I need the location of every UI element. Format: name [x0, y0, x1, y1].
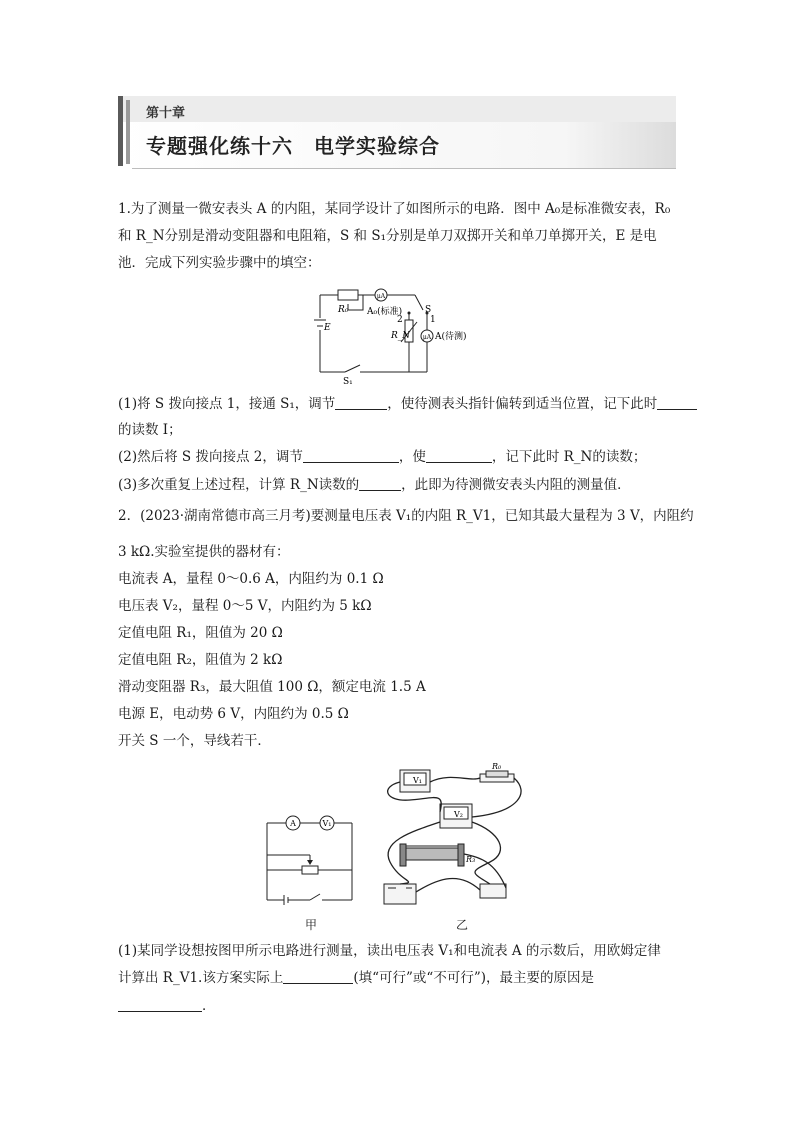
q1-line1: 1.为了测量一微安表头 A 的内阻，某同学设计了如图所示的电路．图中 A₀是标准微安表，R₀	[118, 201, 671, 217]
jia-voltmeter-symbol: V₁	[322, 819, 332, 828]
q2-sub1-end: ．	[202, 998, 216, 1014]
q1-step3-text-b: ，此即为待测微安表头内阻的测量值．	[401, 477, 631, 493]
header-divider	[132, 168, 676, 169]
r0-label: R₀	[338, 305, 349, 315]
q2-blank1[interactable]	[283, 969, 353, 984]
yi-v2-label: V₂	[454, 810, 463, 819]
page-title: 专题强化练十六 电学实验综合	[146, 134, 440, 158]
e-label: E	[324, 323, 331, 333]
q2-item-voltmeter-v2: 电压表 V₂，量程 0～5 V，内阻约为 5 kΩ	[118, 598, 372, 614]
s-label: S	[425, 305, 432, 315]
q1-step2-text-c: ，记下此时 R_N的读数；	[491, 449, 647, 465]
q1-blank3[interactable]	[303, 448, 399, 463]
a0-label: A₀(标准)	[367, 307, 403, 317]
q2-item-r1: 定值电阻 R₁，阻值为 20 Ω	[118, 625, 283, 641]
q2-sub1-line1: (1)某同学设想按图甲所示电路进行测量，读出电压表 V₁和电流表 A 的示数后，用欧姆定律	[118, 943, 661, 959]
yi-r3-label: R₃	[466, 855, 476, 864]
header-accent-bar-light	[126, 100, 130, 164]
header-accent-bar	[118, 96, 123, 166]
q2-item-r3: 滑动变阻器 R₃，最大阻值 100 Ω，额定电流 1.5 A	[118, 679, 426, 695]
q1-blank5[interactable]	[359, 476, 401, 491]
q2-item-r2: 定值电阻 R₂，阻值为 2 kΩ	[118, 652, 283, 668]
q1-step2	[118, 447, 678, 467]
a-meter-symbol: μA	[422, 334, 432, 341]
jia-ammeter-symbol: A	[290, 819, 296, 828]
q2-item-source: 电源 E，电动势 6 V，内阻约为 0.5 Ω	[118, 706, 349, 722]
q2-line1: 2．(2023·湖南常德市高三月考)要测量电压表 V₁的内阻 R_V1，已知其最大量程为 3 V，内阻约	[118, 508, 694, 524]
q1-step2-text-b: ，使	[398, 449, 426, 465]
figure-yi-apparatus	[370, 762, 530, 912]
q1-line3: 池．完成下列实验步骤中的填空：	[118, 255, 321, 271]
chapter-header	[118, 96, 676, 174]
q1-step1-line1	[118, 394, 678, 414]
q1-step1-text-b: ，使待测表头指针偏转到适当位置，记下此时	[387, 396, 658, 412]
contact1-label: 1	[430, 315, 436, 325]
q2-item-ammeter: 电流表 A，量程 0～0.6 A，内阻约为 0.1 Ω	[118, 571, 384, 587]
q2-sub1-text-b: (填“可行”或“不可行”)，最主要的原因是	[353, 970, 594, 986]
figure-jia-caption: 甲	[305, 918, 318, 932]
q1-blank2[interactable]	[657, 395, 697, 410]
q1-circuit-diagram	[305, 280, 495, 390]
q1-step2-text-a: (2)然后将 S 拨向接点 2，调节	[118, 449, 303, 465]
yi-r0-label: R₀	[492, 762, 502, 771]
q1-blank4[interactable]	[426, 448, 492, 463]
q1-blank1[interactable]	[335, 395, 387, 410]
q1-line2: 和 R_N分别是滑动变阻器和电阻箱，S 和 S₁分别是单刀双掷开关和单刀单掷开关，E 是电	[118, 228, 657, 244]
rn-label: R_N	[391, 331, 411, 341]
q1-step1-line2: 的读数 I；	[118, 422, 182, 438]
q2-sub1-line3	[118, 996, 678, 1016]
q1-step3	[118, 475, 678, 495]
yi-v1-label: V₁	[413, 776, 422, 785]
q2-line2: 3 kΩ.实验室提供的器材有：	[118, 544, 290, 560]
q1-step3-text-a: (3)多次重复上述过程，计算 R_N读数的	[118, 477, 360, 493]
figure-jia-circuit	[262, 810, 358, 910]
q1-step1-text-a: (1)将 S 拨向接点 1，接通 S₁，调节	[118, 396, 336, 412]
q2-blank2[interactable]	[118, 997, 202, 1012]
a0-meter-symbol: μA	[376, 293, 386, 300]
contact2-label: 2	[397, 315, 403, 325]
s1-label: S₁	[343, 377, 353, 387]
header-top-band	[118, 96, 676, 122]
q2-sub1-line2	[118, 968, 678, 988]
q2-sub1-text-a: 计算出 R_V1.该方案实际上	[118, 970, 284, 986]
a-label: A(待测)	[435, 332, 467, 342]
figure-yi-caption: 乙	[456, 918, 469, 932]
q2-item-switch: 开关 S 一个，导线若干．	[118, 733, 271, 749]
chapter-label: 第十章	[146, 106, 186, 121]
